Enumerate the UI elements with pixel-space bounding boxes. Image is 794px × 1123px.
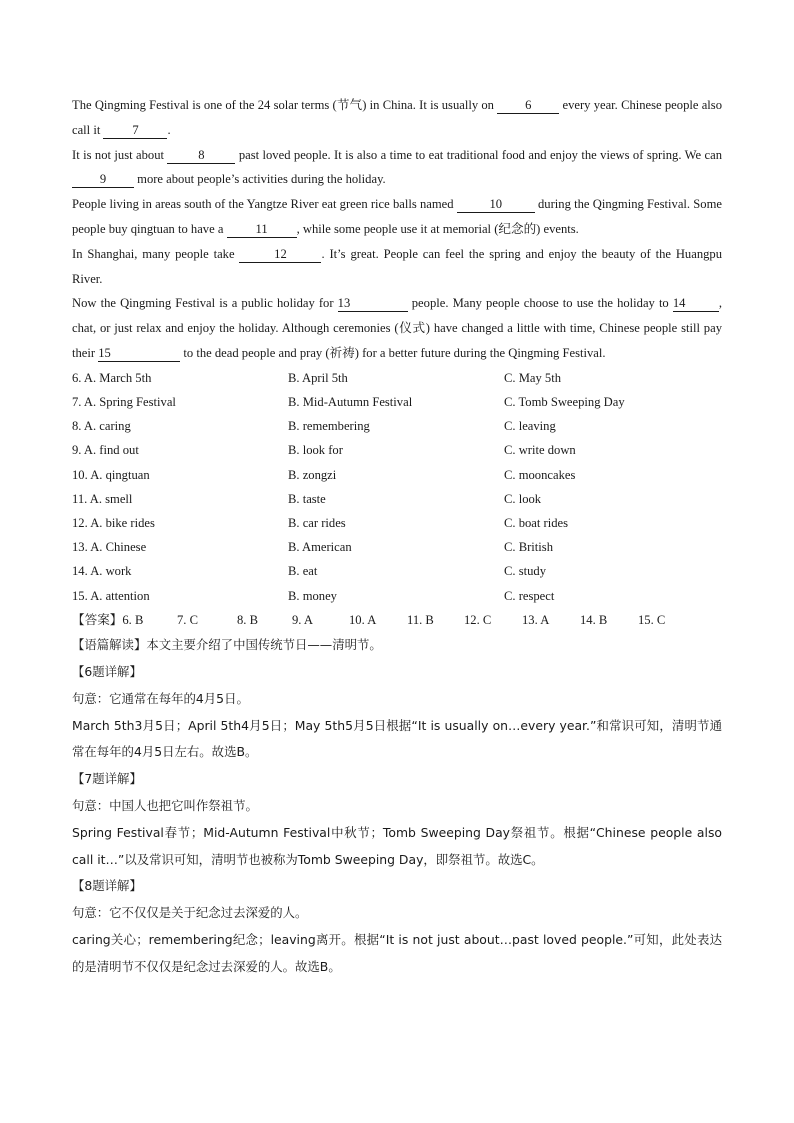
answer-item: 13. A: [522, 612, 550, 627]
option-a: 11. A. smell: [72, 491, 133, 506]
option-b: B. taste: [288, 491, 326, 506]
passage-text: It is not just about: [72, 147, 168, 162]
option-b: B. money: [288, 588, 337, 603]
option-row-6: [72, 366, 722, 390]
option-c: C. look: [504, 491, 542, 506]
option-a: 8. A. caring: [72, 419, 131, 434]
option-a: 6. A. March 5th: [72, 370, 152, 385]
passage-paragraph-4: [72, 242, 722, 292]
option-b: B. eat: [288, 564, 318, 579]
option-b: B. American: [288, 540, 352, 555]
passage-text: past loved people. It is also a time to eat traditional food and enjoy the views of spring. We can: [235, 147, 722, 162]
blank-15: 15: [98, 345, 180, 362]
passage-text: every year. Chinese people also call it: [72, 98, 722, 137]
option-c: C. British: [504, 540, 553, 555]
option-a: 9. A. find out: [72, 443, 139, 458]
passage-paragraph-1: [72, 93, 722, 143]
option-a: 7. A. Spring Festival: [72, 394, 176, 409]
option-c: C. May 5th: [504, 370, 562, 385]
option-c: C. write down: [504, 443, 576, 458]
passage-text: , chat, or just relax and enjoy the holiday. Although ceremonies (仪式) have changed a little with time, Chinese people still pay their: [72, 296, 722, 360]
passage-text: In Shanghai, many people take: [72, 246, 240, 261]
option-c: C. study: [504, 564, 546, 579]
q6-heading: 【6题详解】: [72, 664, 142, 680]
document-page: [72, 93, 722, 981]
option-a: 15. A. attention: [72, 588, 150, 603]
answer-item: 15. C: [638, 612, 666, 627]
blank-11: 11: [227, 221, 297, 238]
answer-item: 12. C: [464, 612, 492, 627]
passage-paragraph-2: [72, 143, 722, 193]
option-row-11: [72, 487, 722, 511]
option-row-9: [72, 438, 722, 462]
option-a: 13. A. Chinese: [72, 540, 147, 555]
answer-item: 10. A: [349, 612, 377, 627]
option-b: B. look for: [288, 443, 343, 458]
q8-heading: 【8题详解】: [72, 878, 142, 894]
passage-text: The Qingming Festival is one of the 24 solar terms (节气) in China. It is usually on: [72, 98, 498, 112]
passage-paragraph-3: [72, 192, 722, 242]
answer-item: 8. B: [237, 612, 258, 627]
passage-text: .: [167, 122, 171, 137]
option-b: B. April 5th: [288, 370, 348, 385]
q8-explanation: caring关心；remembering纪念；leaving离开。根据“It is not just about…past loved people.”可知，此处表达的是清明节不仅仅是纪念过去深爱的人。故选B。: [72, 932, 722, 974]
q6-explanation: March 5th3月5日；April 5th4月5日；May 5th5月5日根据“It is usually on…every year.”和常识可知，清明节通常在每年的4月5日左右。故选B。: [72, 717, 722, 760]
passage-text: . It’s great. People can feel the spring and enjoy the beauty of the Huangpu River.: [72, 246, 723, 286]
passage-text: Now the Qingming Festival is a public holiday for: [72, 296, 338, 311]
option-b: B. car rides: [288, 515, 346, 530]
option-c: C. respect: [504, 588, 555, 603]
answer-item: 9. A: [292, 612, 313, 627]
blank-7: 7: [103, 122, 167, 139]
option-c: C. Tomb Sweeping Day: [504, 394, 625, 409]
option-c: C. mooncakes: [504, 467, 576, 482]
option-c: C. boat rides: [504, 515, 569, 530]
blank-13: 13: [338, 295, 408, 312]
passage-summary: 【语篇解读】本文主要介绍了中国传统节日——清明节。: [72, 637, 382, 653]
passage-paragraph-5: [72, 291, 722, 365]
blank-12: 12: [239, 246, 321, 263]
passage-text: people. Many people choose to use the holiday to: [407, 296, 673, 311]
answer-key: [72, 608, 722, 633]
blank-6: 6: [497, 97, 559, 114]
answer-item: 14. B: [580, 612, 608, 627]
q7-meaning: 句意：中国人也把它叫作祭祖节。: [72, 798, 258, 814]
option-row-14: [72, 559, 722, 583]
passage-text: more about people’s activities during the holiday.: [134, 172, 386, 187]
option-a: 14. A. work: [72, 564, 132, 579]
q7-explanation: Spring Festival春节；Mid-Autumn Festival中秋节；Tomb Sweeping Day祭祖节。根据“Chinese people also call it…”以及常识可知，清明节也被称为Tomb Sweeping Day，即祭祖节。故选C。: [72, 824, 722, 867]
passage-text: to the dead people and pray (祈祷) for a better future during the Qingming Festival.: [180, 345, 606, 360]
option-b: B. zongzi: [288, 467, 337, 482]
blank-10: 10: [457, 196, 535, 213]
answer-item: 11. B: [407, 612, 434, 627]
answer-label: 【答案】6. B: [72, 612, 144, 627]
option-a: 10. A. qingtuan: [72, 467, 150, 482]
passage-text: , while some people use it at memorial (纪念的) events.: [296, 221, 579, 236]
passage-text: during the Qingming Festival. Some people buy qingtuan to have a: [72, 197, 722, 236]
option-row-10: [72, 463, 722, 487]
option-row-8: [72, 414, 722, 438]
blank-14: 14: [673, 295, 719, 312]
option-row-13: [72, 535, 722, 559]
option-row-7: [72, 390, 722, 414]
q6-meaning: 句意：它通常在每年的4月5日。: [72, 690, 249, 706]
q8-meaning: 句意：它不仅仅是关于纪念过去深爱的人。: [72, 905, 308, 921]
answer-item: 7. C: [177, 612, 198, 627]
option-c: C. leaving: [504, 419, 556, 434]
option-b: B. Mid-Autumn Festival: [288, 394, 413, 409]
option-a: 12. A. bike rides: [72, 515, 155, 530]
blank-8: 8: [167, 147, 235, 164]
option-row-15: [72, 584, 722, 608]
option-row-12: [72, 511, 722, 535]
passage-text: People living in areas south of the Yangtze River eat green rice balls named: [72, 197, 457, 212]
blank-9: 9: [72, 171, 134, 188]
option-b: B. remembering: [288, 419, 370, 434]
q7-heading: 【7题详解】: [72, 771, 142, 787]
options-list: [72, 366, 722, 608]
